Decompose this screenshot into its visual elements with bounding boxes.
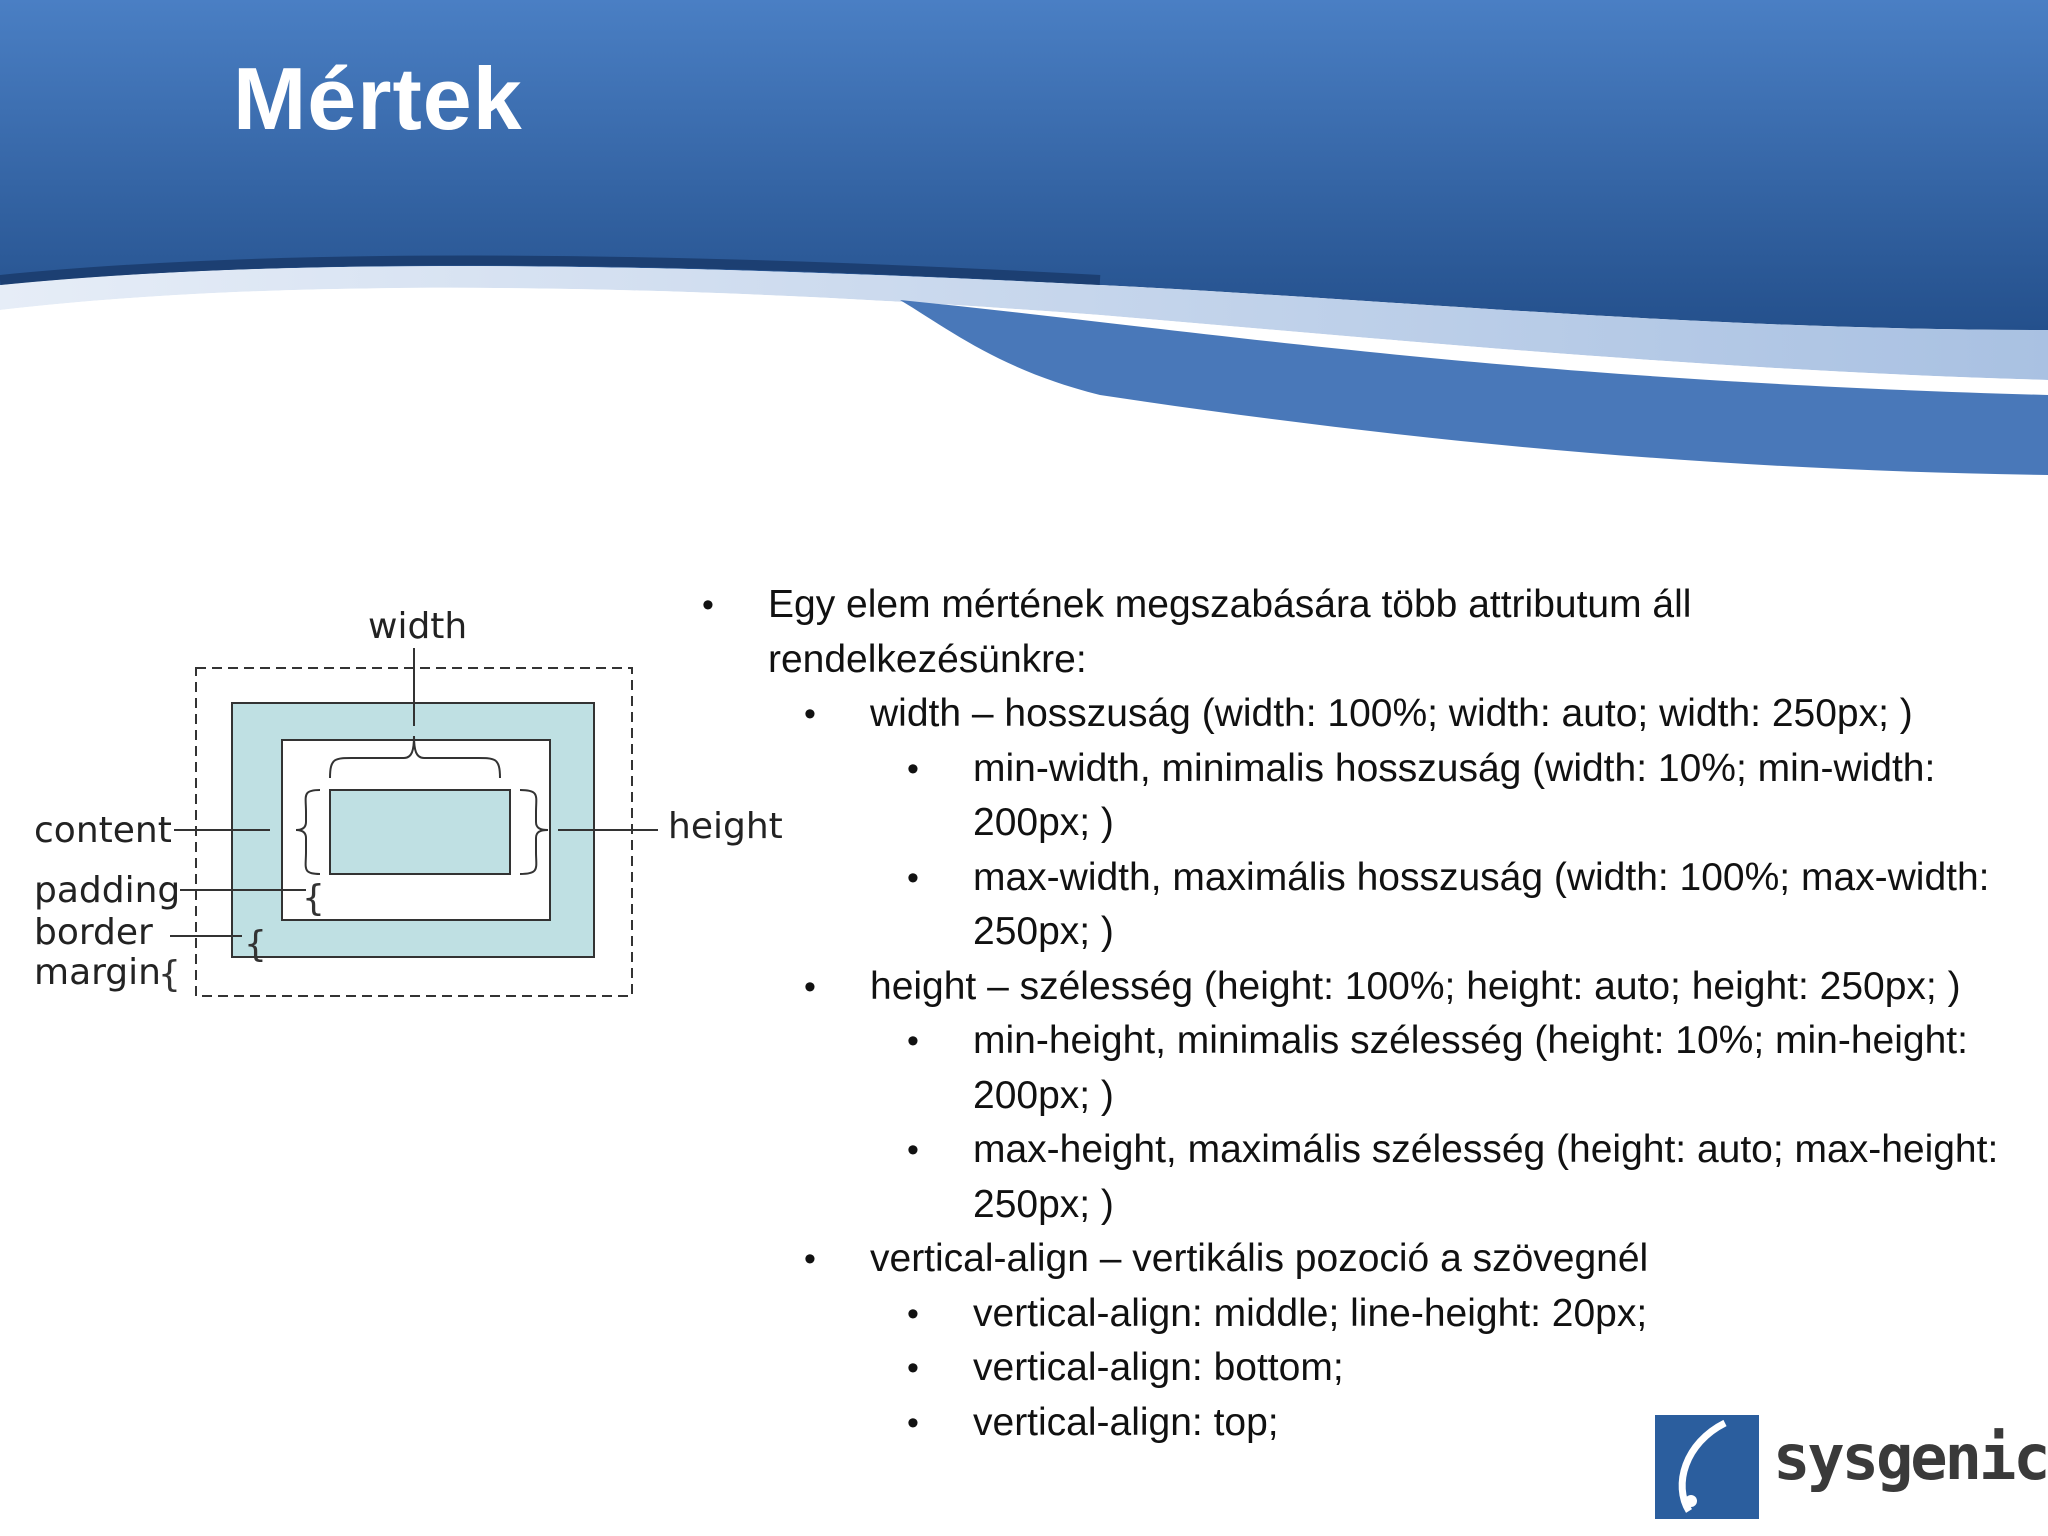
bullet-item: • max-width, maximális hosszuság (width: 100%; max-width: 250px; ) (700, 851, 2030, 960)
bullet-list (700, 578, 2030, 1450)
height-label: height (668, 806, 783, 847)
content-label: content (34, 810, 172, 851)
width-label: width (368, 606, 468, 647)
bullet-item: • max-height, maximális szélesség (height: auto; max-height: 250px; ) (700, 1123, 2030, 1232)
bullet-item: • min-height, minimalis szélesség (height: 10%; min-height: 200px; ) (700, 1014, 2030, 1123)
bullet-item: • width – hosszuság (width: 100%; width: auto; width: 250px; ) (700, 687, 2030, 742)
svg-text:{: { (158, 954, 181, 995)
bullet-item: • vertical-align: top; (700, 1396, 2030, 1451)
padding-label: padding (34, 870, 181, 911)
bullet-item: • min-width, minimalis hosszuság (width: 10%; min-width: 200px; ) (700, 742, 2030, 851)
bullet-item: • vertical-align: middle; line-height: 20px; (700, 1287, 2030, 1342)
box-model-diagram (20, 590, 790, 1030)
sysgenic-logo (1655, 1415, 2048, 1520)
bullet-item: • height – szélesség (height: 100%; height: auto; height: 250px; ) (700, 960, 2030, 1015)
margin-label: margin (34, 952, 161, 993)
bullet-content (700, 578, 2030, 1450)
sysgenic-mark-icon (1655, 1415, 1759, 1519)
logo-text: sysgenic (1773, 1421, 2048, 1494)
slide-title: Mértek (233, 49, 523, 148)
bullet-item: • vertical-align: bottom; (700, 1341, 2030, 1396)
border-label: border (34, 912, 153, 953)
header-banner (0, 0, 2048, 480)
svg-text:{: { (302, 878, 325, 919)
content-area (330, 790, 510, 874)
bullet-item: • Egy elem mértének megszabására több attributum áll rendelkezésünkre: (700, 578, 1998, 687)
bullet-item: • vertical-align – vertikális pozoció a szövegnél (700, 1232, 2030, 1287)
svg-text:{: { (244, 924, 267, 965)
